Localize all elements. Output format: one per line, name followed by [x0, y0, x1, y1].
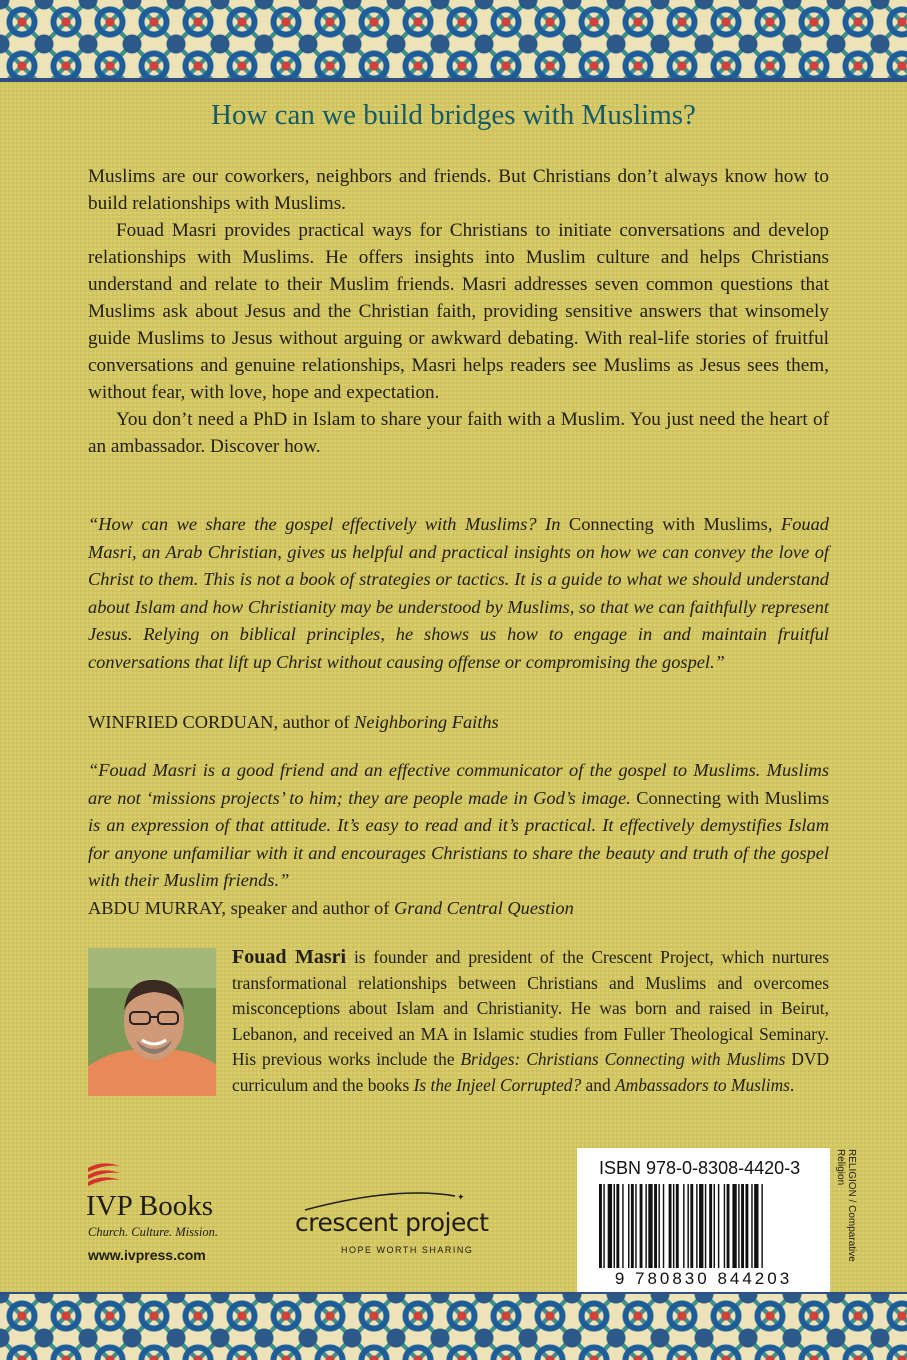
bio-work-3: Ambassadors to Muslims: [615, 1074, 790, 1095]
barcode-bar: [745, 1184, 748, 1268]
endorser-1-role: , author of: [273, 712, 355, 732]
barcode-bar: [709, 1184, 712, 1268]
publisher-tagline: Church. Culture. Mission.: [88, 1225, 218, 1239]
bottom-decorative-border: [0, 1294, 907, 1360]
barcode-bar: [718, 1184, 719, 1268]
category-line-1: RELIGION / Comparative: [846, 1149, 857, 1262]
author-bio: [232, 945, 829, 1099]
crescent-project-logo: [295, 1190, 525, 1260]
top-border-edge: [0, 78, 907, 82]
quote-1-book-title: Connecting with Muslims: [568, 514, 768, 534]
bio-work-1: Bridges: Christians Connecting with Muslims: [460, 1049, 786, 1070]
barcode-digits: 9 780830 844203: [614, 1269, 793, 1288]
barcode-bar: [669, 1184, 672, 1268]
barcode-bar: [654, 1184, 657, 1268]
isbn-label: ISBN 978-0-8308-4420-3: [599, 1158, 801, 1178]
barcode-bar: [696, 1184, 697, 1268]
barcode-bar: [724, 1184, 725, 1268]
barcode-bar: [751, 1184, 752, 1268]
endorser-2-work: Grand Central Question: [393, 898, 574, 918]
quote-1-text-b: , Fouad Masri, an Arab Christian, gives us helpful and practical insights on how we can convey the love of Christ to them. This is not a book of strategies or tactics. It is a guide to what we should understand about Islam and how Christianity may be understood by Muslims, so that we can faithfully represent Jesus. Relying on biblical principles, he shows us how to engage in and maintain fruitful conversations that lift up Christ without causing offense or compromising the gospel.”: [88, 514, 829, 672]
publisher-logo: [86, 1162, 246, 1262]
barcode-bar: [658, 1184, 659, 1268]
barcode-bar: [676, 1184, 679, 1268]
barcode-bar: [640, 1184, 643, 1268]
barcode-bar: [663, 1184, 664, 1268]
barcode-bar: [754, 1184, 758, 1268]
author-name: Fouad Masri: [232, 946, 347, 968]
partner-tagline: HOPE WORTH SHARING: [341, 1245, 474, 1255]
barcode-bar: [608, 1184, 612, 1268]
publisher-url: www.ivpress.com: [88, 1247, 206, 1263]
author-photo: [88, 948, 216, 1096]
bio-text-2: DVD curriculum and the books: [232, 1049, 830, 1095]
partner-name: crescent project: [295, 1208, 489, 1237]
top-decorative-border: [0, 0, 907, 80]
barcode-bar: [628, 1184, 629, 1268]
endorser-2-name: ABDU MURRAY: [88, 898, 222, 918]
barcode-bar: [635, 1184, 636, 1268]
barcode-bar: [673, 1184, 674, 1268]
endorsement-attribution-2: [88, 898, 574, 919]
bio-work-2: Is the Injeel Corrupted?: [413, 1074, 582, 1095]
endorsement-quote-2: [88, 757, 829, 895]
barcode-bar: [741, 1184, 744, 1268]
ivp-flame-icon: [86, 1162, 126, 1188]
headline: How can we build bridges with Muslims?: [211, 99, 696, 131]
barcode-bar: [690, 1184, 693, 1268]
endorser-1-work: Neighboring Faiths: [354, 712, 499, 732]
barcode-bar: [622, 1184, 623, 1268]
barcode-bar: [727, 1184, 730, 1268]
quote-2-text-a: “Fouad Masri is a good friend and an effective communicator of the gospel to Muslims. Muslims are not ‘missions projects’ to him; they are people made in God’s image.: [88, 760, 829, 808]
barcode-bar: [705, 1184, 706, 1268]
bio-text-3: and: [581, 1074, 616, 1095]
category-line-2: Religion: [835, 1149, 846, 1186]
description-paragraph-1: Muslims are our coworkers, neighbors and friends. But Christians don’t always know how to build relationships with Muslims.: [88, 166, 829, 214]
barcode-bar: [699, 1184, 703, 1268]
quote-2-text-b: is an expression of that attitude. It’s easy to read and it’s practical. It effectively demystifies Islam for anyone unfamiliar with it and encourages Christians to share the beauty and truth of the gospel with their Muslim friends.”: [88, 815, 829, 890]
barcode-bar: [732, 1184, 736, 1268]
bio-text-4: .: [789, 1074, 795, 1095]
endorser-2-role: , speaker and author of: [221, 898, 394, 918]
endorsement-quote-1: [88, 511, 829, 676]
barcode-bar: [616, 1184, 619, 1268]
barcode-bar: [648, 1184, 652, 1268]
bio-text-1: is founder and president of the Crescent Project, which nurtures transformational relationships between Christians and Muslims and overcomes misconceptions about Islam and Christianity. He was born and raised in Beirut, Lebanon, and received an MA in Islamic studies from Fuller Theological Seminary. His previous works include the: [232, 947, 830, 1070]
barcode-bar: [761, 1184, 762, 1268]
endorser-1-name: WINFRIED CORDUAN: [88, 712, 274, 732]
endorsement-attribution-1: [88, 712, 499, 733]
description-paragraph-3: You don’t need a PhD in Islam to share your faith with a Muslim. You just need the heart of an ambassador. Discover how.: [88, 409, 829, 457]
svg-text:✦: ✦: [457, 1193, 465, 1203]
publisher-name: IVP Books: [86, 1190, 214, 1222]
barcode-bar: [683, 1184, 684, 1268]
barcode-bar: [614, 1184, 615, 1268]
barcode-bar: [738, 1184, 739, 1268]
description: [88, 163, 829, 460]
barcode-bars: [597, 1184, 810, 1270]
barcode-bar: [599, 1184, 602, 1268]
quote-2-book-title: Connecting with Muslims: [636, 787, 829, 808]
category-text: [835, 1149, 857, 1289]
description-paragraph-2: Fouad Masri provides practical ways for Christians to initiate conversations and develop relationships with Muslims. He offers insights into Muslim culture and helps Christians understand and relate to their Muslim friends. Masri addresses seven common questions that Muslims ask about Jesus and the Christian faith, providing sensitive answers that winsomely guide Muslims to Jesus without arguing or awkward debating. With real-life stories of fruitful conversations and genuine relationships, Masri helps readers see Muslims as Jesus sees them, without fear, with love, hope and expectation.: [88, 220, 829, 403]
barcode-bar: [631, 1184, 634, 1268]
author-portrait-illustration: [88, 948, 216, 1096]
category-label: [835, 1149, 875, 1289]
barcode-bar: [603, 1184, 604, 1268]
barcode-bar: [645, 1184, 646, 1268]
barcode-bar: [687, 1184, 688, 1268]
barcode-box: [577, 1148, 830, 1294]
barcode-bar: [714, 1184, 715, 1268]
quote-1-text-a: “How can we share the gospel effectively with Muslims? In: [88, 514, 569, 534]
